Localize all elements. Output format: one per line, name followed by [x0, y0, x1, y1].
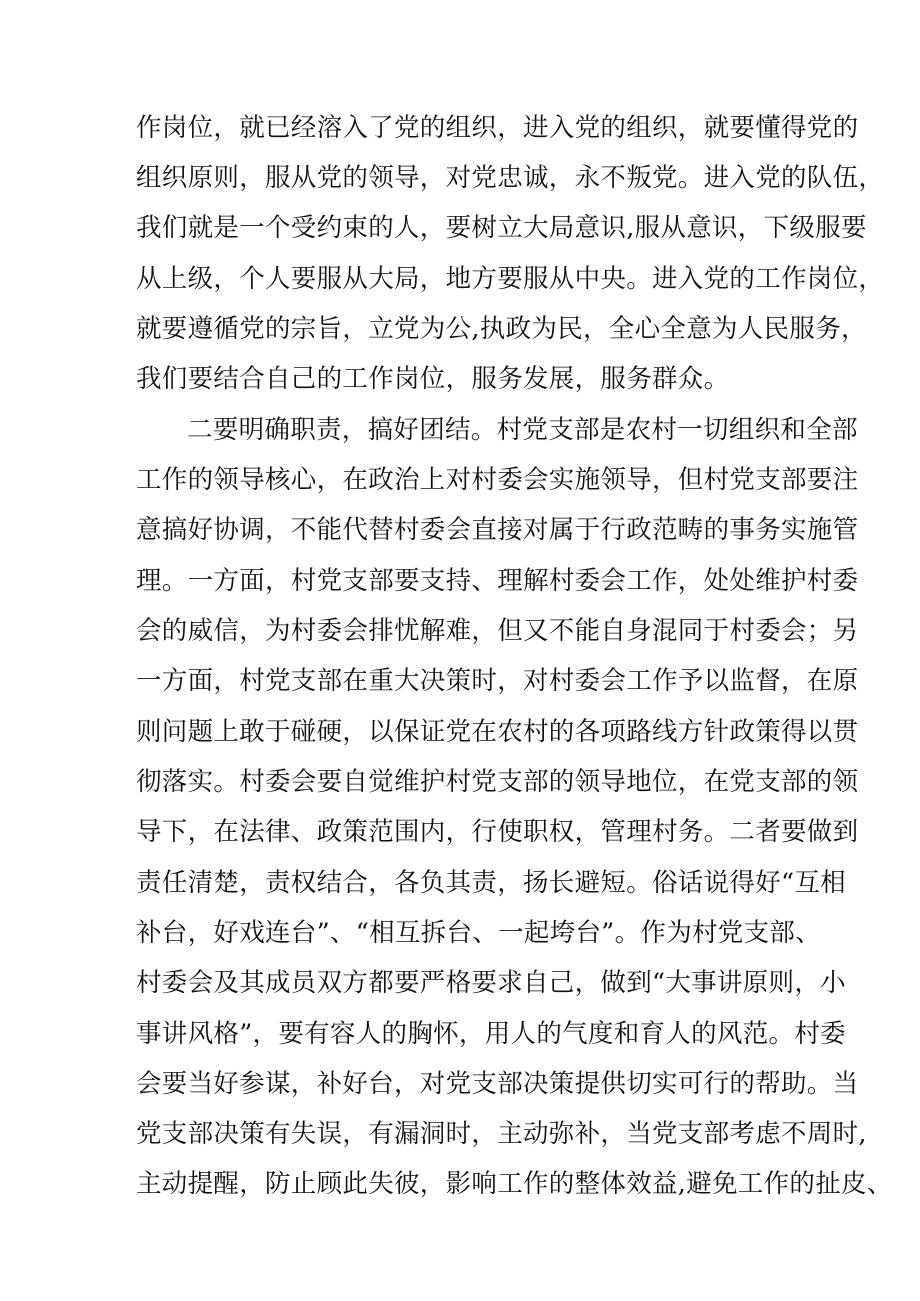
- text-line-5: 就要遵循党的宗旨，立党为公,执政为民，全心全意为人民服务，: [136, 314, 867, 344]
- text-line-2: 组织原则，服从党的领导，对党忠诚，永不叛党。进入党的队伍，: [136, 163, 885, 193]
- text-line-13: 则问题上敢于碰硬，以保证党在农村的各项路线方针政策得以贯: [136, 717, 859, 747]
- text-line-9: 意搞好协调，不能代替村委会直接对属于行政范畴的事务实施管: [136, 515, 859, 545]
- text-line-15: 导下，在法律、政策范围内，行使职权，管理村务。二者要做到: [136, 817, 859, 847]
- text-line-20: 会要当好参谋，补好台，对党支部决策提供切实可行的帮助。当: [136, 1069, 859, 1099]
- text-line-4: 从上级，个人要服从大局，地方要服从中央。进入党的工作岗位，: [136, 264, 885, 294]
- text-line-16: 责任清楚，责权结合，各负其责，扬长避短。俗话说得好“互相: [136, 868, 846, 898]
- text-line-1: 作岗位，就已经溶入了党的组织，进入党的组织，就要懂得党的: [136, 113, 859, 143]
- text-line-10: 理。一方面，村党支部要支持、理解村委会工作，处处维护村委: [136, 566, 859, 596]
- text-line-22: 主动提醒，防止顾此失彼，影响工作的整体效益,避免工作的扯皮、: [136, 1169, 893, 1199]
- text-line-6: 我们要结合自己的工作岗位，服务发展，服务群众。: [136, 364, 730, 394]
- text-line-18: 村委会及其成员双方都要严格要求自己，做到“大事讲原则，小: [136, 968, 846, 998]
- text-line-14: 彻落实。村委会要自觉维护村党支部的领导地位，在党支部的领: [136, 767, 859, 797]
- text-line-19: 事讲风格”，要有容人的胸怀，用人的气度和育人的风范。村委: [136, 1019, 846, 1049]
- text-line-3: 我们就是一个受约束的人，要树立大局意识,服从意识，下级服要: [136, 213, 867, 243]
- text-line-8: 工作的领导核心，在政治上对村委会实施领导，但村党支部要注: [136, 465, 859, 495]
- paragraph-2-first-line: 二要明确职责，搞好团结。村党支部是农村一切组织和全部: [187, 415, 858, 445]
- text-line-17: 补台，好戏连台”、“相互拆台、一起垮台”。作为村党支部、: [136, 918, 822, 948]
- text-line-12: 一方面，村党支部在重大决策时，对村委会工作予以监督，在原: [136, 666, 859, 696]
- text-line-11: 会的威信，为村委会排忧解难，但又不能自身混同于村委会；另: [136, 616, 859, 646]
- text-line-21: 党支部决策有失误，有漏洞时，主动弥补，当党支部考虑不周时,: [136, 1119, 867, 1149]
